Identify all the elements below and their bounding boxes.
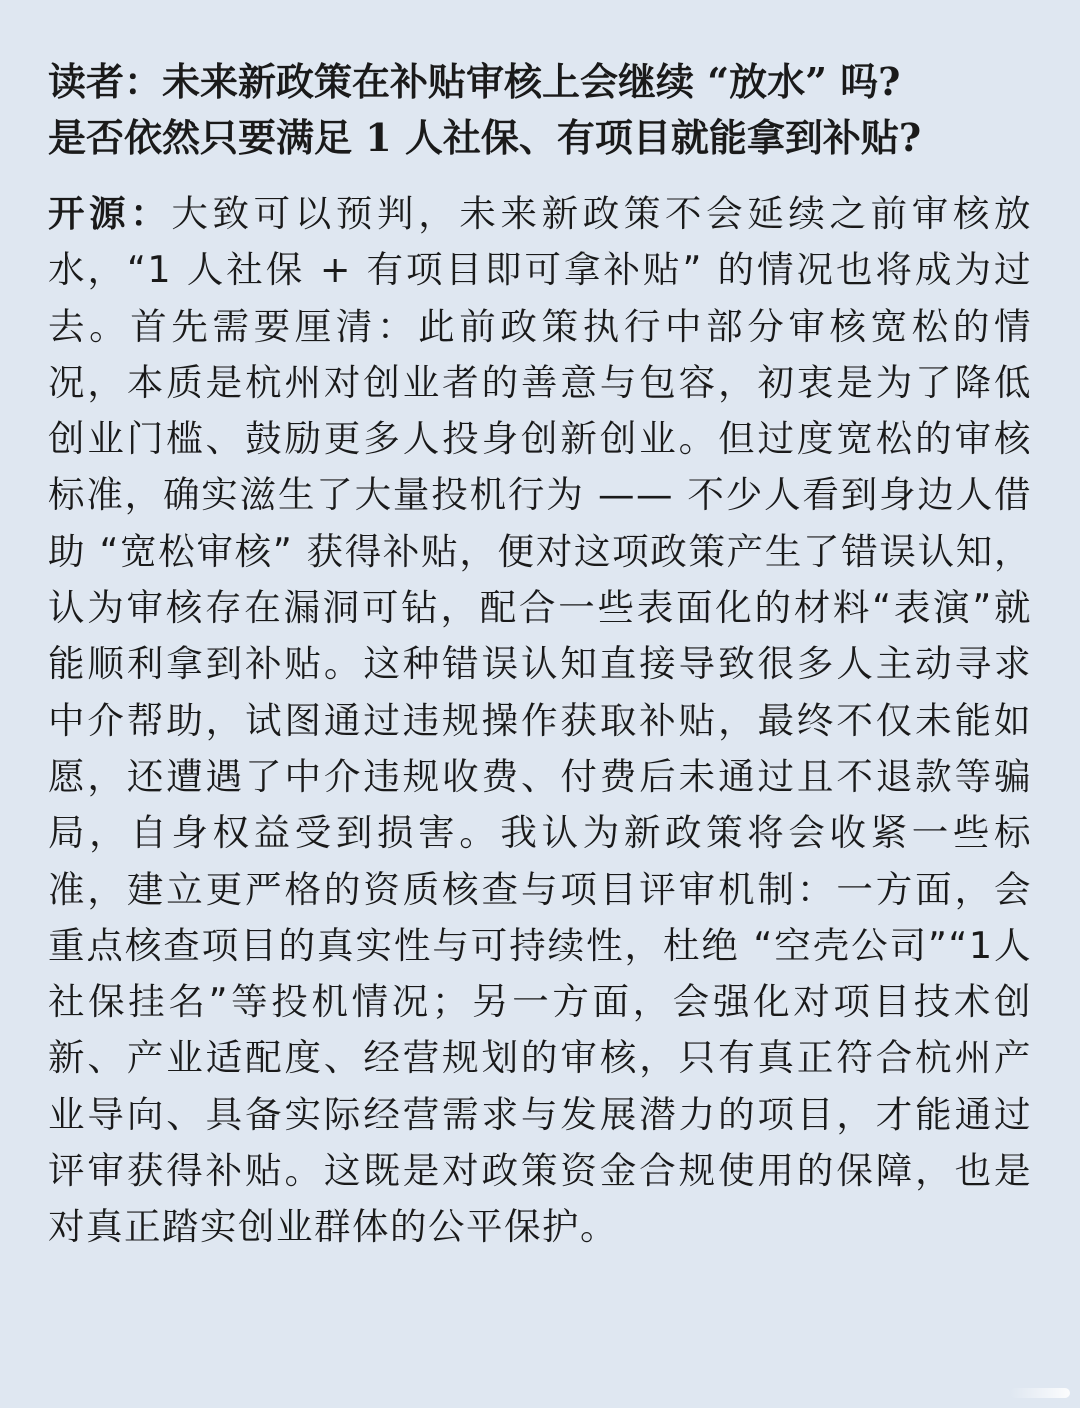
corner-highlight xyxy=(1010,1388,1070,1398)
question-line-2: 是否依然只要满足 1 人社保、有项目就能拿到补贴? xyxy=(48,115,922,160)
answer-label: 开源： xyxy=(48,192,172,235)
question-line-1: 读者：未来新政策在补贴审核上会继续 “放水” 吗? xyxy=(48,59,901,104)
reader-question xyxy=(48,54,1032,166)
answer-text: 大致可以预判，未来新政策不会延续之前审核放水，“1 人社保 + 有项目即可拿补贴” 的情况也将成为过去。首先需要厘清：此前政策执行中部分审核宽松的情况，本质是杭州对创业者的善意与包容，初衷是为了降低创业门槛、鼓励更多人投身创新创业。但过度宽松的审核标准，确实滋生了大量投机行为 —— 不少人看到身边人借助 “宽松审核” 获得补贴，便对这项政策产生了错误认知，认为审核存在漏洞可钻，配合一些表面化的材料“表演”就能顺利拿到补贴。这种错误认知直接导致很多人主动寻求中介帮助，试图通过违规操作获取补贴，最终不仅未能如愿，还遭遇了中介违规收费、付费后未通过且不退款等骗局，自身权益受到损害。我认为新政策将会收紧一些标准，建立更严格的资质核查与项目评审机制：一方面，会重点核查项目的真实性与可持续性，杜绝 “空壳公司”“1人社保挂名”等投机情况；另一方面，会强化对项目技术创新、产业适配度、经营规划的审核，只有真正符合杭州产业导向、具备实际经营需求与发展潜力的项目，才能通过评审获得补贴。这既是对政策资金合规使用的保障，也是对真正踏实创业群体的公平保护。 xyxy=(48,192,1033,1249)
answer-paragraph xyxy=(48,186,1032,1256)
